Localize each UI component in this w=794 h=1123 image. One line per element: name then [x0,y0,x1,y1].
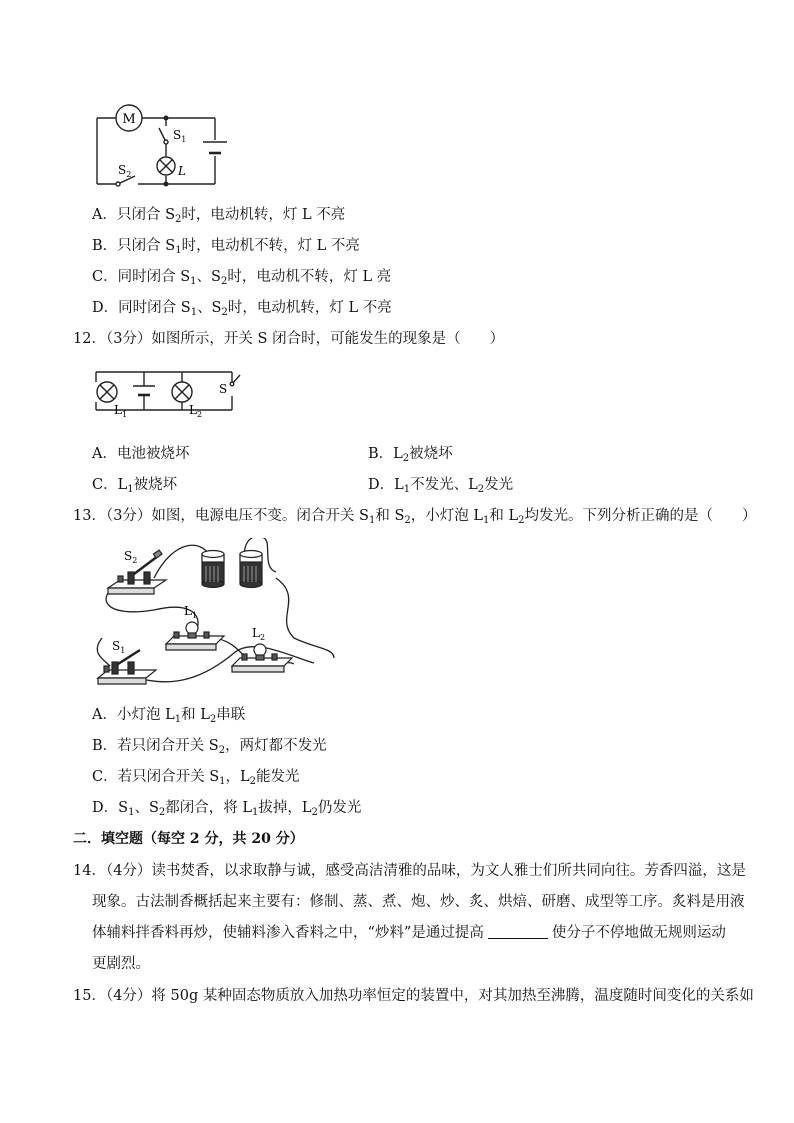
q11-circuit-diagram [90,100,230,192]
motor-label: M [122,112,136,127]
q13-option-c[interactable]: C．若只闭合开关 $S_1$，$L_2$能发光 [92,769,300,787]
q14-line2: 现象。古法制香概括起来主要有：修制、蒸、煮、炮、炒、炙、烘焙、研磨、成型等工序。炙料是用液 [92,894,745,910]
l1-label: $L_1$ [114,403,128,419]
q12-option-a[interactable]: A．电池被烧坏 [92,446,190,462]
q14-answer-blank[interactable] [488,924,548,939]
lamp-label: L [178,164,186,178]
q11-option-c[interactable]: C．同时闭合 $S_1$、$S_2$时，电动机不转，灯 L 亮 [92,269,392,287]
q13-s2-label: $S_2$ [124,549,138,565]
q12-option-c[interactable]: C．$L_1$被烧坏 [92,477,178,495]
q13-option-d[interactable]: D．$S_1$、$S_2$都闭合，将 $L_1$拔掉，$L_2$仍发光 [92,800,362,818]
q12-option-b[interactable]: B．$L_2$被烧坏 [368,446,453,464]
section-title: 二．填空题（每空 2 分，共 20 分） [73,831,304,847]
q12-option-d[interactable]: D．$L_1$不发光、$L_2$发光 [368,477,514,495]
q11-option-d[interactable]: D．同时闭合 $S_1$、$S_2$时，电动机转，灯 L 不亮 [92,300,392,318]
q11-option-a[interactable]: A．只闭合 $S_2$时，电动机转，灯 L 不亮 [92,207,346,225]
q12-stem: 12．（3分）如图所示，开关 S 闭合时，可能发生的现象是（ ） [73,331,505,347]
s1-label: $S_1$ [173,128,187,144]
q13-option-a[interactable]: A．小灯泡 $L_1$和 $L_2$串联 [92,707,246,725]
l2-label: $L_2$ [189,403,203,419]
s2-label: $S_2$ [118,163,132,179]
q13-l1-label: $L_1$ [184,604,198,620]
q14-line3: 体辅料拌香料再炒，使辅料渗入香料之中，“炒料”是通过提高 使分子不停地做无规则运动 [92,925,726,941]
q13-circuit-photo-diagram [94,538,404,690]
q14-line1: 14．（4分）读书焚香，以求取静与诚，感受高洁清雅的品味，为文人雅士们所共同向往。芳香四溢，这是 [73,863,746,879]
q14-line4: 更剧烈。 [92,956,150,972]
q12-circuit-diagram [92,366,252,422]
q13-s1-label: $S_1$ [112,639,126,655]
q13-stem: 13．（3分）如图，电源电压不变。闭合开关 $S_1$和 $S_2$，小灯泡 $L_1$和 $L_2$均发光。下列分析正确的是（ ） [73,508,757,526]
q15-line1: 15．（4分）将 50g 某种固态物质放入加热功率恒定的装置中，对其加热至沸腾，温度随时间变化的关系如 [73,988,754,1004]
q13-l2-label: $L_2$ [252,626,266,642]
switch-label: S [219,382,228,396]
q11-option-b[interactable]: B．只闭合 $S_1$时，电动机不转，灯 L 不亮 [92,238,360,256]
q13-option-b[interactable]: B．若只闭合开关 $S_2$，两灯都不发光 [92,738,327,756]
